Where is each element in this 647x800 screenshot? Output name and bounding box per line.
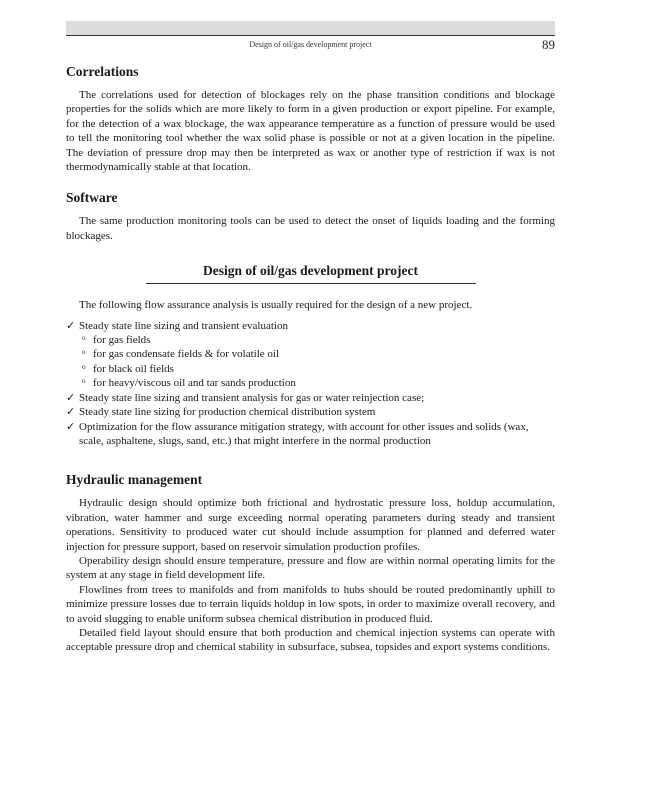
paragraph-design-intro: The following flow assurance analysis is usually required for the design of a new project.	[79, 299, 473, 312]
checklist-item	[66, 319, 555, 391]
page-number: 89	[542, 37, 555, 52]
sub-list-item-text: for black oil fields	[93, 362, 174, 375]
paragraph-hydraulic: Detailed field layout should ensure that both production and chemical injection systems can operate with acceptable pressure drop and chemical stability in subsurface, subsea, topsides and export systems conditions.	[66, 626, 555, 654]
sub-list-item	[79, 376, 555, 390]
checklist	[66, 319, 555, 449]
sub-list-item-text: for gas condensate fields & for volatile oil	[93, 348, 280, 361]
page-content	[66, 62, 555, 655]
circle-bullet-icon: o	[82, 362, 86, 371]
checklist-item	[66, 405, 555, 419]
circle-bullet-icon: o	[82, 348, 86, 357]
paragraph-hydraulic: Flowlines from trees to manifolds and from manifolds to hubs should be routed predominantly uphill to minimize pressure losses due to terrain liquids holdup in low spots, in order to maximize overall recovery, and to avoid slugging to enable uniform subsea chemical distribution in produced fluid.	[66, 583, 555, 625]
sub-list-item-text: for heavy/viscous oil and tar sands production	[93, 377, 296, 390]
checklist-item-text: Steady state line sizing and transient evaluation	[79, 319, 288, 332]
section-title-design: Design of oil/gas development project	[203, 263, 418, 279]
paragraph-correlations: The correlations used for detection of blockages rely on the phase transition conditions and blockage properties for the solids which are more likely to form in a given production or export pipeline. For example, for the detection of a wax blockage, the wax appearance temperature as a function of pressure would be used to tell the monitoring tool whether the wax solid phase is possible or not at a given location in the pipeline. The deviation of pressure drop may then be interpreted as wax or another type of restriction if wax is not thermodynamically stable at that location.	[66, 89, 555, 174]
heading-correlations: Correlations	[66, 64, 139, 79]
sub-list-item	[79, 333, 555, 347]
paragraph-hydraulic: Operability design should ensure temperature, pressure and flow are within normal operating limits for the system at any stage in field development life.	[66, 554, 555, 582]
sub-list	[79, 333, 555, 391]
checkmark-icon: ✓	[66, 420, 76, 433]
checkmark-icon: ✓	[66, 319, 76, 332]
sub-list-item	[79, 362, 555, 376]
sub-list-item	[79, 347, 555, 361]
heading-hydraulic-management: Hydraulic management	[66, 472, 203, 488]
header-bar	[66, 21, 555, 35]
heading-software: Software	[66, 190, 118, 206]
circle-bullet-icon: o	[82, 334, 86, 343]
checkmark-icon: ✓	[66, 406, 76, 419]
checklist-item	[66, 391, 555, 405]
checklist-item-text: Steady state line sizing for production chemical distribution system	[79, 406, 376, 419]
checklist-item	[66, 420, 555, 449]
checklist-item-text: Optimization for the flow assurance mitigation strategy, with account for other issues and solids (wax, scale, asphaltene, slugs, sand, etc.) that might interfere in the normal production	[79, 420, 529, 447]
running-head: Design of oil/gas development project	[249, 40, 372, 49]
section-title-rule	[146, 283, 476, 284]
paragraph-software: The same production monitoring tools can be used to detect the onset of liquids loading and the forming blockages.	[66, 215, 555, 242]
paragraph-hydraulic: Hydraulic design should optimize both frictional and hydrostatic pressure loss, holdup accumulation, vibration, water hammer and surge exceeding normal operating parameters during steady and transient operations. Sensitivity to produced water cut should include assumption for planned and deferred water injection for pressure support, based on reservoir simulation production profiles.	[66, 497, 555, 553]
checklist-item-text: Steady state line sizing and transient analysis for gas or water reinjection case;	[79, 391, 425, 404]
circle-bullet-icon: o	[82, 377, 86, 386]
header-rule	[66, 35, 555, 36]
sub-list-item-text: for gas fields	[93, 334, 151, 347]
checkmark-icon: ✓	[66, 391, 76, 404]
